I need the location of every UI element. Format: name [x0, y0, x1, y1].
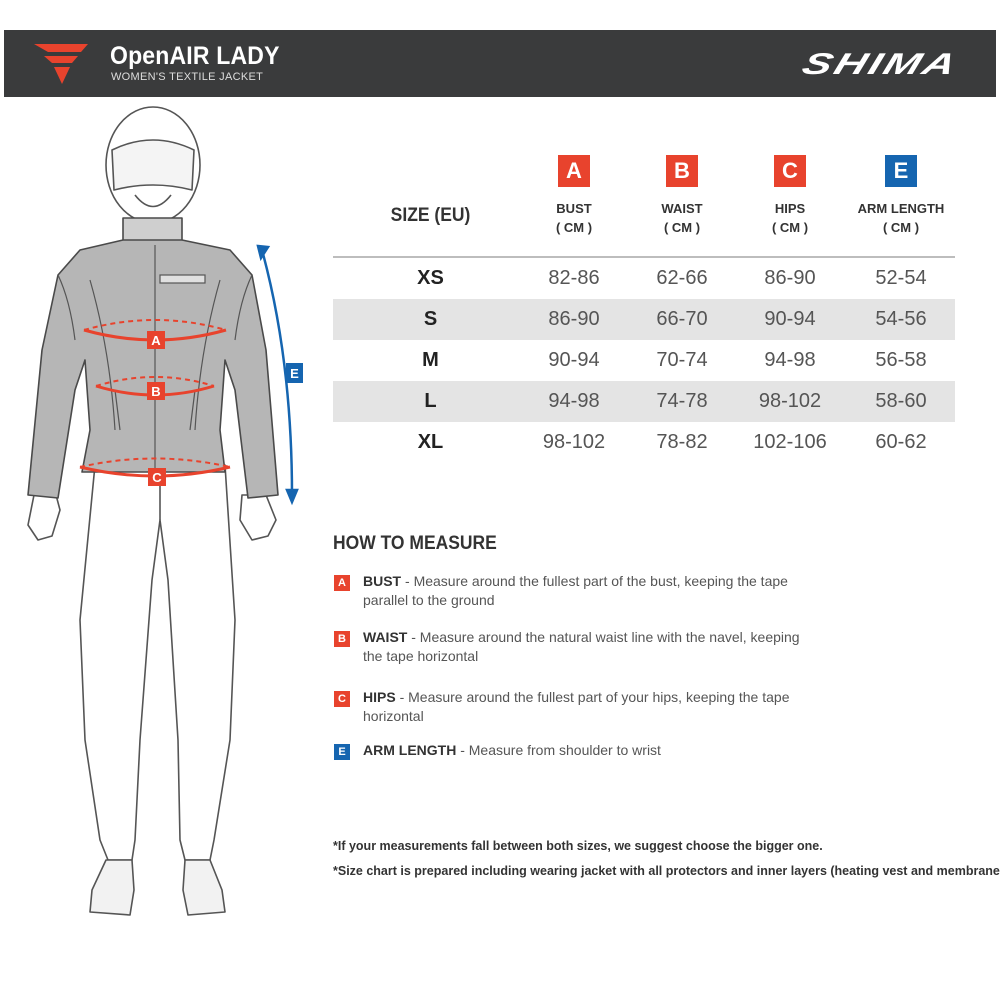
measurement-figure — [20, 100, 320, 930]
bust-badge-icon: A — [334, 575, 350, 591]
table-row — [333, 299, 955, 340]
bust-cell: 82-86 — [548, 267, 600, 289]
measure-item-hips — [334, 688, 804, 726]
hips-column-header — [735, 155, 845, 237]
column-unit: ( CM ) — [663, 220, 701, 235]
item-label: BUST — [363, 573, 402, 589]
note-size-chart: *Size chart is prepared including wearing jacket with all protectors and inner layers (heating vest and membrane — [333, 864, 1000, 878]
measure-item-bust — [334, 572, 804, 610]
arm-length-column-header — [846, 155, 956, 237]
table-row — [333, 258, 955, 299]
how-to-measure-title: HOW TO MEASURE — [333, 533, 497, 554]
hips-badge-icon: C — [334, 691, 350, 707]
hips-badge-icon: C — [774, 155, 806, 187]
note-between-sizes: *If your measurements fall between both sizes, we suggest choose the bigger one. — [333, 839, 823, 853]
product-title: OpenAIR LADY — [110, 42, 280, 70]
bust-cell: 90-94 — [548, 349, 600, 371]
item-text: - Measure around the fullest part of the bust, keeping the tape parallel to the ground — [363, 573, 788, 608]
item-label: WAIST — [363, 629, 408, 645]
waist-cell: 74-78 — [656, 390, 708, 412]
item-label: HIPS — [363, 689, 396, 705]
table-row — [333, 381, 955, 422]
column-name: BUST — [556, 201, 592, 216]
measure-item-waist — [334, 628, 804, 666]
hips-cell: 98-102 — [758, 390, 822, 412]
waist-cell: 62-66 — [656, 267, 708, 289]
arm-length-cell: 54-56 — [875, 308, 927, 330]
bust-column-header — [519, 155, 629, 237]
waist-column-header — [627, 155, 737, 237]
header-bar — [4, 30, 996, 97]
svg-text:B: B — [151, 384, 161, 399]
size-column-header: SIZE (EU) — [390, 205, 471, 226]
hips-cell: 86-90 — [764, 267, 816, 289]
size-cell: XS — [417, 267, 444, 289]
shima-logo-icon — [34, 42, 88, 86]
arm-length-badge-icon: E — [334, 744, 350, 760]
waist-cell: 70-74 — [656, 349, 708, 371]
table-row — [333, 340, 955, 381]
bust-cell: 98-102 — [542, 431, 606, 453]
bust-cell: 94-98 — [548, 390, 600, 412]
column-name: ARM LENGTH — [857, 201, 945, 216]
size-cell: M — [422, 349, 439, 371]
table-header-row — [333, 150, 955, 258]
size-chart-table — [333, 150, 955, 463]
hips-cell: 90-94 — [764, 308, 816, 330]
svg-text:A: A — [151, 333, 161, 348]
svg-text:C: C — [152, 470, 162, 485]
item-text: - Measure around the fullest part of your hips, keeping the tape horizontal — [363, 689, 790, 724]
column-unit: ( CM ) — [771, 220, 809, 235]
marker-a-icon — [147, 331, 165, 349]
waist-badge-icon: B — [666, 155, 698, 187]
bust-cell: 86-90 — [548, 308, 600, 330]
marker-c-icon — [148, 468, 166, 486]
waist-badge-icon: B — [334, 631, 350, 647]
arm-length-cell: 52-54 — [875, 267, 927, 289]
column-unit: ( CM ) — [882, 220, 920, 235]
marker-b-icon — [147, 382, 165, 400]
waist-cell: 66-70 — [656, 308, 708, 330]
size-cell: XL — [417, 431, 444, 453]
svg-text:E: E — [290, 366, 299, 381]
arm-length-cell: 56-58 — [875, 349, 927, 371]
bust-badge-icon: A — [558, 155, 590, 187]
table-row — [333, 422, 955, 463]
waist-cell: 78-82 — [656, 431, 708, 453]
size-cell: L — [424, 390, 437, 412]
column-name: WAIST — [661, 201, 703, 216]
column-unit: ( CM ) — [555, 220, 593, 235]
item-text: - Measure from shoulder to wrist — [456, 742, 661, 758]
item-label: ARM LENGTH — [363, 742, 457, 758]
item-text: - Measure around the natural waist line with the navel, keeping the tape horizontal — [363, 629, 800, 664]
size-cell: S — [423, 308, 438, 330]
marker-e-icon — [286, 363, 303, 383]
hips-cell: 102-106 — [753, 431, 827, 453]
hips-cell: 94-98 — [764, 349, 816, 371]
measure-item-arm-length — [334, 741, 804, 760]
brand-logo: SHIMA — [798, 48, 964, 81]
arm-length-badge-icon: E — [885, 155, 917, 187]
product-subtitle: WOMEN'S TEXTILE JACKET — [111, 71, 264, 83]
arm-length-cell: 58-60 — [875, 390, 927, 412]
column-name: HIPS — [774, 201, 806, 216]
arm-length-cell: 60-62 — [875, 431, 927, 453]
